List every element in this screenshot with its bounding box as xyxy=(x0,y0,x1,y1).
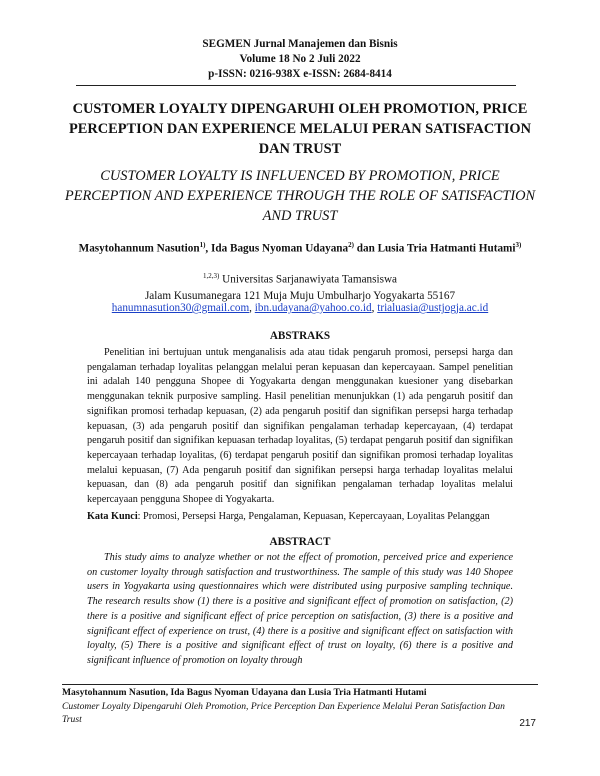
affiliation-address: Jalam Kusumanegara 121 Muja Muju Umbulharjo Yogyakarta 55167 xyxy=(144,289,456,302)
journal-volume: Volume 18 No 2 Juli 2022 xyxy=(239,53,361,65)
email-link-2[interactable]: ibn.udayana@yahoo.co.id xyxy=(254,302,372,314)
keywords-line xyxy=(87,510,513,525)
abstrak-heading: ABSTRAKS xyxy=(269,330,331,342)
email-list xyxy=(0,300,600,316)
journal-header xyxy=(0,37,600,82)
abstract-text: This study aims to analyze whether or not the effect of promotion, perceived price and experience on customer loyalty through satisfaction and trustworthiness. The sample of this study was 140 Shopee users in Yogyakarta using questionnaires which were distributed using purposive sampling technique. The research results show (1) there is a positive and significant effect of promotion on satisfaction, (2) there is a positive and significant effect of price perception on satisfaction, (3) there is a positive and significant effect of experience on trust, (4) there is a positive and significant effect on satisfaction with loyalty, (5) There is a positive and significant effect of trust on loyalty, (6) there is a positive and significant influence of promotion on loyalty through xyxy=(87,552,513,666)
affiliation-university: Universitas Sarjanawiyata Tamansiswa xyxy=(219,273,397,286)
footer-authors: Masytohannum Nasution, Ida Bagus Nyoman Udayana dan Lusia Tria Hatmanti Hutami xyxy=(62,687,427,698)
keywords-label: Kata Kunci xyxy=(87,511,138,522)
author-2: , Ida Bagus Nyoman Udayana xyxy=(205,242,349,255)
footer-title: Customer Loyalty Dipengaruhi Oleh Promotion, Price Perception Dan Experience Melalui Peran Satisfaction Dan Trust xyxy=(62,701,505,725)
footer-divider xyxy=(62,684,538,685)
author-3-sup: 3) xyxy=(515,241,522,249)
email-link-1[interactable]: hanumnasution30@gmail.com xyxy=(111,302,250,314)
journal-name: SEGMEN Jurnal Manajemen dan Bisnis xyxy=(202,38,398,50)
author-1: Masytohannum Nasution xyxy=(78,242,200,255)
email-link-3[interactable]: trialuasia@ustjogja.ac.id xyxy=(377,302,489,314)
page-number: 217 xyxy=(519,718,536,729)
paper-title-indonesian: CUSTOMER LOYALTY DIPENGARUHI OLEH PROMOTION, PRICE PERCEPTION DAN EXPERIENCE MELALUI PERAN SATISFACTION DAN TRUST xyxy=(68,101,532,157)
affiliation xyxy=(0,268,600,304)
journal-issn: p-ISSN: 0216-938X e-ISSN: 2684-8414 xyxy=(208,68,392,80)
affiliation-sup: 1,2,3) xyxy=(203,272,220,280)
abstrak-text: Penelitian ini bertujuan untuk menganalisis ada atau tidak pengaruh promosi, persepsi harga dan pengalaman terhadap loyalitas pelanggan melalui peran kepuasan dan kepercayaan. Sampel penelitian ini adalah 140 pengguna Shopee di Yogyakarta dengan menggunakan kuesioner yang disebarkan menggunakan teknik purposive sampling. Hasil penelitian menunjukkan (1) ada pengaruh positif dan signifikan promosi terhadap kepuasan, (2) ada pengaruh positif dan signifikan persepsi harga terhadap kepuasan, (3) ada pengaruh positif dan signifikan pengalaman terhadap kepercayaan, (4) terdapat pengaruh positif dan signifikan kepuasan terhadap loyalitas, (5) terdapat pengaruh positif dan signifikan kepercayaan terhadap loyalitas, (6) terdapat pengaruh positif dan signifikan promosi terhadap loyalitas melalui kepuasan, (7) Ada pengaruh positif dan signifikan persepsi harga terhadap loyalitas melalui kepuasan, dan (8) ada pengaruh positif dan signifikan pengalaman terhadap loyalitas melalui kepercayaan pengguna Shopee di Yogyakarta. xyxy=(87,347,513,506)
header-divider xyxy=(76,85,516,86)
author-list xyxy=(70,237,530,257)
email-separator-1: , xyxy=(249,302,255,314)
abstract-heading: ABSTRACT xyxy=(269,536,331,548)
author-2-sup: 2) xyxy=(348,241,354,249)
keywords-text: : Promosi, Persepsi Harga, Pengalaman, Kepuasan, Kepercayaan, Loyalitas Pelanggan xyxy=(137,511,490,522)
paper-title-english: CUSTOMER LOYALTY IS INFLUENCED BY PROMOTION, PRICE PERCEPTION AND EXPERIENCE THROUGH THE ROLE OF SATISFACTION AND TRUST xyxy=(64,168,536,224)
author-1-sup: 1) xyxy=(199,241,206,249)
email-separator-2: , xyxy=(371,302,378,314)
author-3: dan Lusia Tria Hatmanti Hutami xyxy=(353,242,516,255)
